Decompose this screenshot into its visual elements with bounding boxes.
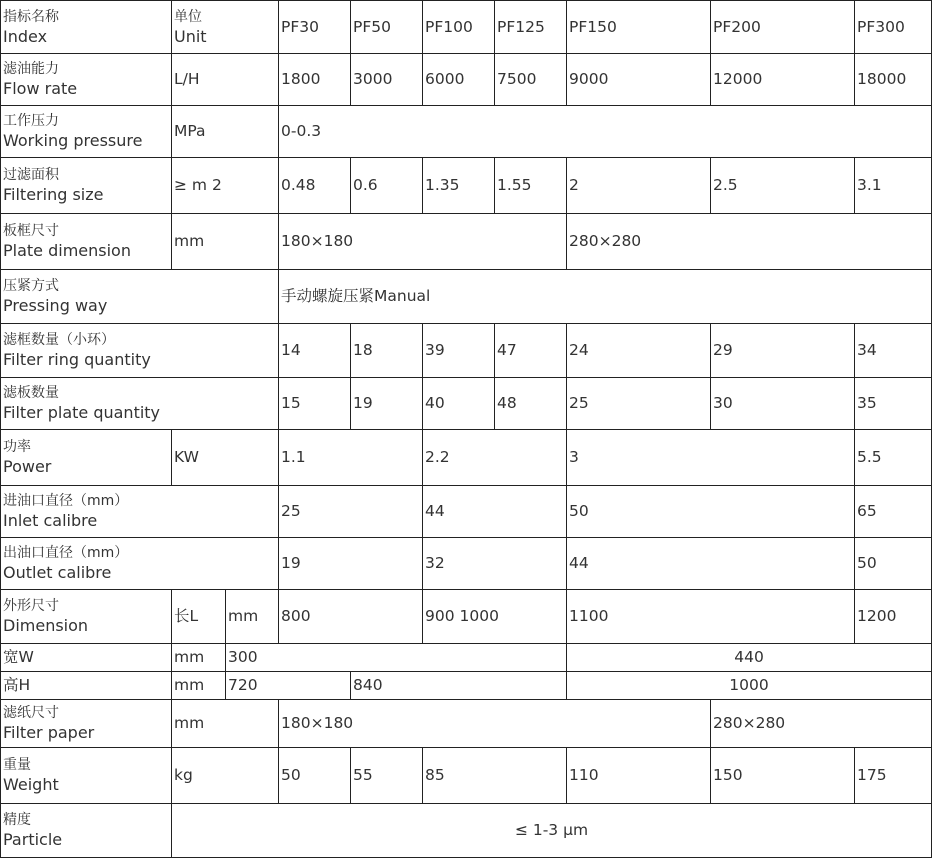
dimension-label <box>1 590 172 644</box>
paper-label-zh: 滤纸尺寸 <box>3 705 59 721</box>
inlet-label <box>1 486 279 538</box>
paper-unit: mm <box>172 700 279 748</box>
flow-value: 12000 <box>711 54 855 106</box>
inlet-row <box>1 486 932 538</box>
width-label: 宽W <box>1 644 172 672</box>
flow-label-en: Flow rate <box>3 79 78 98</box>
paper-value: 180×180 <box>279 700 711 748</box>
width-unit: mm <box>172 644 226 672</box>
filtering-value: 1.35 <box>423 158 495 214</box>
dimension-label-zh: 外形尺寸 <box>3 598 59 614</box>
dimension-label-en: Dimension <box>3 616 89 635</box>
flow-label-zh: 滤油能力 <box>3 61 59 77</box>
ring-quantity-value: 39 <box>423 324 495 378</box>
weight-value: 55 <box>351 748 423 804</box>
flow-label <box>1 54 172 106</box>
plate-quantity-value: 30 <box>711 378 855 430</box>
plate-quantity-label-zh: 滤板数量 <box>3 385 59 401</box>
power-label-zh: 功率 <box>3 439 31 455</box>
width-row <box>1 644 932 672</box>
index-label <box>1 1 172 54</box>
particle-label <box>1 804 172 858</box>
filtering-value: 2.5 <box>711 158 855 214</box>
pressure-unit: MPa <box>172 106 279 158</box>
power-value: 5.5 <box>855 430 932 486</box>
plate-quantity-value: 15 <box>279 378 351 430</box>
height-row <box>1 672 932 700</box>
ring-quantity-value: 47 <box>495 324 567 378</box>
pressure-label-en: Working pressure <box>3 131 143 150</box>
flow-value: 6000 <box>423 54 495 106</box>
height-value: 1000 <box>567 672 932 700</box>
plate-dimension-value: 280×280 <box>567 214 932 270</box>
flow-unit: L/H <box>172 54 279 106</box>
power-value: 3 <box>567 430 855 486</box>
dimension-value: 1100 <box>567 590 855 644</box>
outlet-label-zh: 出油口直径（mm） <box>3 545 129 561</box>
outlet-value: 19 <box>279 538 423 590</box>
pressure-label <box>1 106 172 158</box>
filtering-unit: ≥ m 2 <box>172 158 279 214</box>
ring-quantity-value: 14 <box>279 324 351 378</box>
height-label: 高H <box>1 672 172 700</box>
model-header: PF30 <box>279 1 351 54</box>
ring-quantity-label-en: Filter ring quantity <box>3 350 151 369</box>
ring-quantity-row <box>1 324 932 378</box>
plate-quantity-row <box>1 378 932 430</box>
model-header: PF50 <box>351 1 423 54</box>
index-label-zh: 指标名称 <box>3 8 59 25</box>
filtering-value: 1.55 <box>495 158 567 214</box>
unit-header-zh: 单位 <box>174 8 202 25</box>
height-value: 840 <box>351 672 567 700</box>
model-header: PF200 <box>711 1 855 54</box>
plate-quantity-value: 19 <box>351 378 423 430</box>
model-header: PF100 <box>423 1 495 54</box>
paper-label-en: Filter paper <box>3 723 95 742</box>
pressure-row <box>1 106 932 158</box>
weight-value: 150 <box>711 748 855 804</box>
outlet-value: 32 <box>423 538 567 590</box>
inlet-value: 25 <box>279 486 423 538</box>
flow-row <box>1 54 932 106</box>
filtering-label <box>1 158 172 214</box>
ring-quantity-value: 18 <box>351 324 423 378</box>
inlet-label-zh: 进油口直径（mm） <box>3 493 129 509</box>
plate-dimension-row <box>1 214 932 270</box>
ring-quantity-value: 29 <box>711 324 855 378</box>
ring-quantity-value: 34 <box>855 324 932 378</box>
dimension-value: 800 <box>279 590 423 644</box>
plate-quantity-label <box>1 378 279 430</box>
plate-dimension-unit: mm <box>172 214 279 270</box>
pressing-row <box>1 270 932 324</box>
flow-value: 3000 <box>351 54 423 106</box>
plate-dimension-value: 180×180 <box>279 214 567 270</box>
filtering-value: 0.6 <box>351 158 423 214</box>
power-label-en: Power <box>3 457 52 476</box>
weight-label-en: Weight <box>3 775 59 794</box>
height-unit: mm <box>172 672 226 700</box>
power-value: 1.1 <box>279 430 423 486</box>
model-header: PF125 <box>495 1 567 54</box>
particle-label-zh: 精度 <box>3 812 31 828</box>
flow-value: 18000 <box>855 54 932 106</box>
outlet-label-en: Outlet calibre <box>3 563 112 582</box>
weight-label-zh: 重量 <box>3 757 31 773</box>
model-header: PF150 <box>567 1 711 54</box>
weight-label <box>1 748 172 804</box>
plate-quantity-label-en: Filter plate quantity <box>3 403 161 422</box>
pressing-label-en: Pressing way <box>3 296 108 315</box>
outlet-label <box>1 538 279 590</box>
pressing-value: 手动螺旋压紧Manual <box>279 270 932 324</box>
plate-dimension-label <box>1 214 172 270</box>
plate-dimension-label-en: Plate dimension <box>3 241 131 260</box>
paper-value: 280×280 <box>711 700 932 748</box>
pressing-label <box>1 270 279 324</box>
weight-value: 85 <box>423 748 567 804</box>
outlet-value: 50 <box>855 538 932 590</box>
dimension-value: 900 1000 <box>423 590 567 644</box>
particle-row <box>1 804 932 858</box>
power-value: 2.2 <box>423 430 567 486</box>
filtering-row <box>1 158 932 214</box>
particle-value: ≤ 1-3 μm <box>172 804 932 858</box>
outlet-row <box>1 538 932 590</box>
height-value: 720 <box>226 672 351 700</box>
dimension-unit: mm <box>226 590 279 644</box>
filtering-label-zh: 过滤面积 <box>3 167 59 183</box>
filtering-value: 2 <box>567 158 711 214</box>
weight-value: 110 <box>567 748 711 804</box>
pressing-label-zh: 压紧方式 <box>3 278 59 294</box>
model-header: PF300 <box>855 1 932 54</box>
unit-header-en: Unit <box>174 26 207 46</box>
plate-quantity-value: 35 <box>855 378 932 430</box>
weight-row <box>1 748 932 804</box>
filtering-value: 3.1 <box>855 158 932 214</box>
dimension-value: 1200 <box>855 590 932 644</box>
power-unit: KW <box>172 430 279 486</box>
weight-value: 50 <box>279 748 351 804</box>
power-row <box>1 430 932 486</box>
flow-value: 1800 <box>279 54 351 106</box>
index-label-en: Index <box>3 26 48 46</box>
flow-value: 9000 <box>567 54 711 106</box>
particle-label-en: Particle <box>3 830 63 849</box>
ring-quantity-label-zh: 滤框数量（小环） <box>3 332 115 348</box>
filtering-value: 0.48 <box>279 158 351 214</box>
flow-value: 7500 <box>495 54 567 106</box>
inlet-value: 65 <box>855 486 932 538</box>
dimension-sub-label: 长L <box>172 590 226 644</box>
index-row <box>1 1 932 54</box>
plate-quantity-value: 40 <box>423 378 495 430</box>
width-value: 440 <box>567 644 932 672</box>
unit-header <box>172 1 279 54</box>
inlet-value: 50 <box>567 486 855 538</box>
filtering-label-en: Filtering size <box>3 185 104 204</box>
inlet-value: 44 <box>423 486 567 538</box>
ring-quantity-label <box>1 324 279 378</box>
dimension-row <box>1 590 932 644</box>
paper-row <box>1 700 932 748</box>
pressure-label-zh: 工作压力 <box>3 113 59 129</box>
weight-value: 175 <box>855 748 932 804</box>
outlet-value: 44 <box>567 538 855 590</box>
pressure-value: 0-0.3 <box>279 106 932 158</box>
paper-label <box>1 700 172 748</box>
plate-quantity-value: 48 <box>495 378 567 430</box>
plate-quantity-value: 25 <box>567 378 711 430</box>
power-label <box>1 430 172 486</box>
ring-quantity-value: 24 <box>567 324 711 378</box>
weight-unit: kg <box>172 748 279 804</box>
plate-dimension-label-zh: 板框尺寸 <box>3 223 59 239</box>
width-value: 300 <box>226 644 567 672</box>
inlet-label-en: Inlet calibre <box>3 511 98 530</box>
